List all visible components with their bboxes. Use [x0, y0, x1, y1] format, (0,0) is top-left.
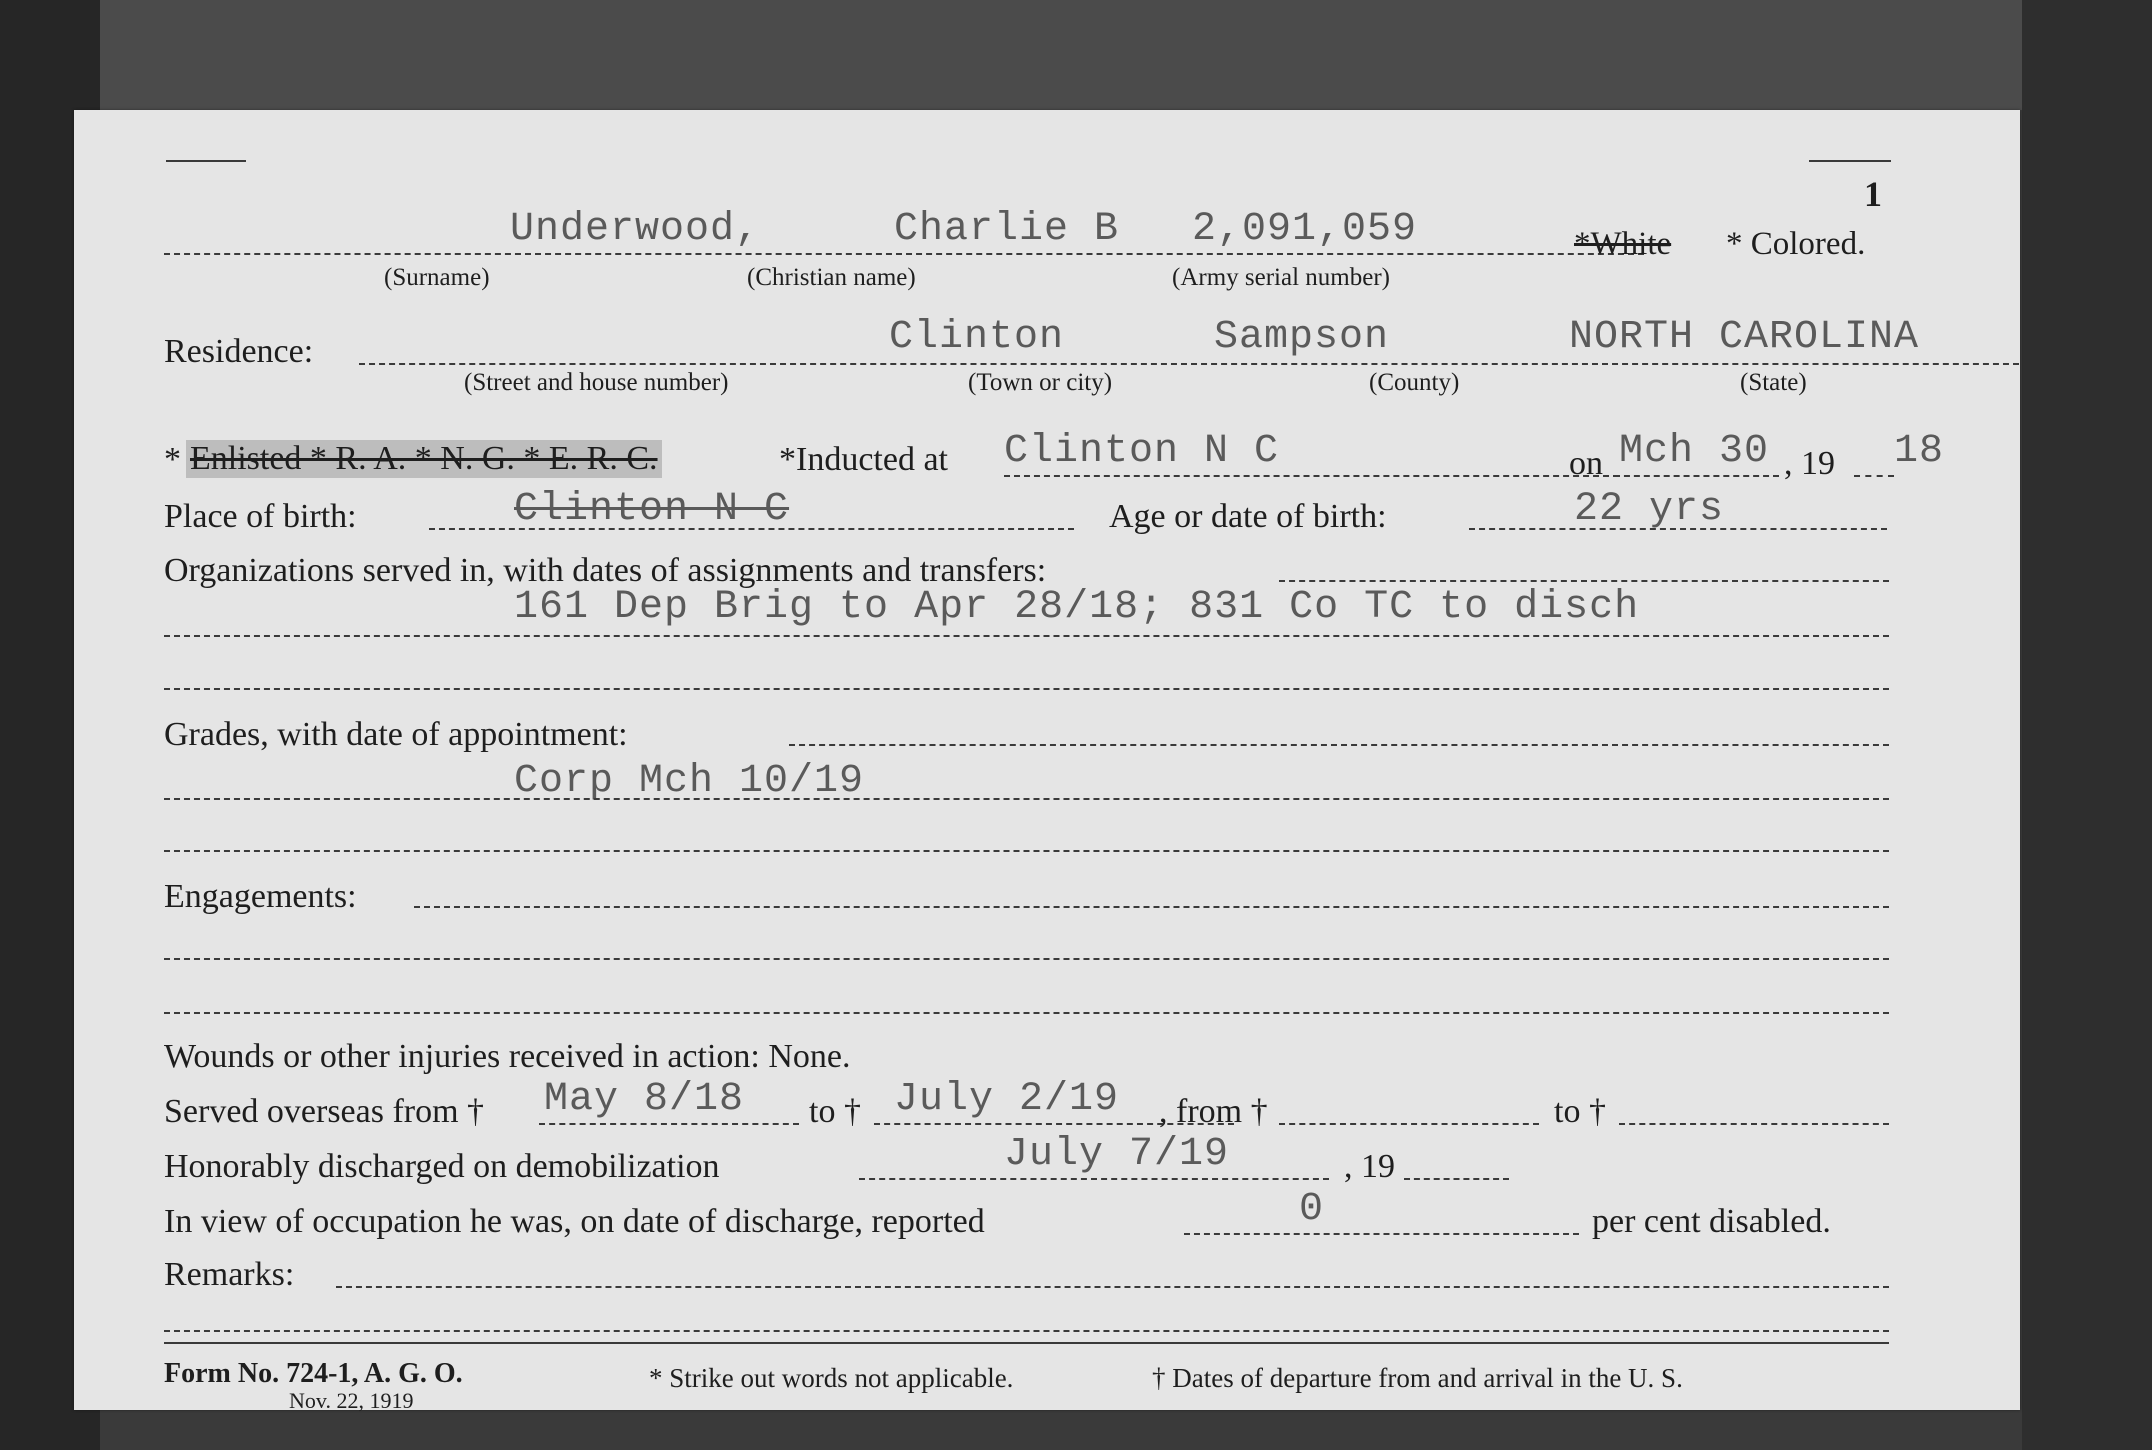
- grades-label: Grades, with date of appointment:: [164, 716, 628, 753]
- inducted-label: *Inducted at: [779, 441, 948, 478]
- disability-line: [1184, 1233, 1579, 1235]
- inducted-year-value: 18: [1894, 429, 1945, 474]
- overseas-to2-line: [1619, 1123, 1889, 1125]
- top-right-rule: [1809, 160, 1891, 162]
- grades-line-3: [164, 850, 1889, 852]
- race-colored: * Colored.: [1726, 226, 1866, 262]
- overseas-to-label: to †: [809, 1093, 861, 1130]
- engagements-line-1: [414, 906, 1889, 908]
- overseas-from2-line: [1279, 1123, 1539, 1125]
- enlisted-asterisk: *: [164, 441, 181, 478]
- card-number: 1: [1864, 174, 1882, 214]
- disability-label: In view of occupation he was, on date of discharge, reported: [164, 1203, 985, 1240]
- inducted-place-value: Clinton N C: [1004, 429, 1280, 474]
- discharge-date-line: [859, 1178, 1329, 1180]
- serial-number-value: 2,091,059: [1192, 207, 1418, 252]
- grades-entry: Corp Mch 10/19: [514, 759, 865, 804]
- strike-out-note: * Strike out words not applicable.: [649, 1363, 1014, 1393]
- organizations-entry: 161 Dep Brig to Apr 28/18; 831 Co TC to disch: [514, 585, 1640, 630]
- residence-line: [359, 363, 2019, 365]
- inducted-year-prefix: , 19: [1784, 445, 1835, 482]
- inducted-date-line: [1614, 475, 1779, 477]
- engagements-line-2: [164, 958, 1889, 960]
- inducted-place-line: [1004, 475, 1619, 477]
- remarks-line-1: [336, 1286, 1889, 1288]
- discharge-date-value: July 7/19: [1004, 1132, 1230, 1177]
- form-number: Form No. 724-1, A. G. O.: [164, 1358, 463, 1389]
- residence-label: Residence:: [164, 333, 314, 370]
- overseas-to-value: July 2/19: [894, 1077, 1120, 1122]
- overseas-from-value: May 8/18: [544, 1077, 745, 1122]
- disability-suffix: per cent disabled.: [1592, 1203, 1831, 1240]
- remarks-line-2: [164, 1330, 1889, 1332]
- surname-value: Underwood,: [510, 207, 761, 252]
- discharge-year-line: [1404, 1178, 1509, 1180]
- street-caption: (Street and house number): [464, 369, 729, 396]
- organizations-line-3: [164, 688, 1889, 690]
- race-white-struck: *White: [1574, 226, 1672, 262]
- on-label: on: [1569, 445, 1603, 482]
- form-date: Nov. 22, 1919: [289, 1388, 414, 1413]
- overseas-label: Served overseas from †: [164, 1093, 485, 1130]
- town-caption: (Town or city): [968, 369, 1113, 396]
- inducted-date-value: Mch 30: [1619, 429, 1770, 474]
- place-of-birth-label: Place of birth:: [164, 498, 357, 535]
- enlisted-options-struck: Enlisted * R. A. * N. G. * E. R. C.: [186, 440, 662, 478]
- residence-state-value: NORTH CAROLINA: [1569, 315, 1920, 360]
- scanner-background-top: [100, 0, 2022, 110]
- place-of-birth-value: Clinton N C: [514, 487, 790, 532]
- remarks-label: Remarks:: [164, 1256, 295, 1293]
- grades-line-2: [164, 798, 1889, 800]
- organizations-line-2: [164, 635, 1889, 637]
- age-value: 22 yrs: [1574, 487, 1725, 532]
- surname-caption: (Surname): [384, 264, 490, 291]
- engagements-line-3: [164, 1012, 1889, 1014]
- organizations-line-1: [1279, 580, 1889, 582]
- residence-county-value: Sampson: [1214, 315, 1390, 360]
- name-line: [164, 253, 1644, 255]
- service-record-card: [74, 110, 2020, 1413]
- top-left-rule: [166, 160, 246, 162]
- engagements-label: Engagements:: [164, 878, 357, 915]
- serial-number-caption: (Army serial number): [1172, 264, 1390, 291]
- discharge-label: Honorably discharged on demobilization: [164, 1148, 720, 1185]
- inducted-year-line: [1854, 475, 1894, 477]
- overseas-from2-label: , from †: [1159, 1093, 1268, 1130]
- state-caption: (State): [1740, 369, 1807, 396]
- overseas-from-line: [539, 1123, 799, 1125]
- county-caption: (County): [1369, 369, 1460, 396]
- footer-rule: [164, 1342, 1889, 1344]
- disability-percent-value: 0: [1299, 1187, 1325, 1232]
- grades-line-1: [789, 744, 1889, 746]
- wounds-label: Wounds or other injuries received in action: None.: [164, 1038, 851, 1075]
- organizations-label: Organizations served in, with dates of assignments and transfers:: [164, 552, 1047, 589]
- scanner-background-right: [2022, 0, 2152, 1450]
- christian-name-value: Charlie B: [894, 207, 1120, 252]
- dates-note: † Dates of departure from and arrival in the U. S.: [1152, 1363, 1683, 1393]
- christian-name-caption: (Christian name): [747, 264, 916, 291]
- discharge-year-label: , 19: [1344, 1148, 1395, 1185]
- residence-town-value: Clinton: [889, 315, 1065, 360]
- overseas-to2-label: to †: [1554, 1093, 1606, 1130]
- age-label: Age or date of birth:: [1109, 498, 1387, 535]
